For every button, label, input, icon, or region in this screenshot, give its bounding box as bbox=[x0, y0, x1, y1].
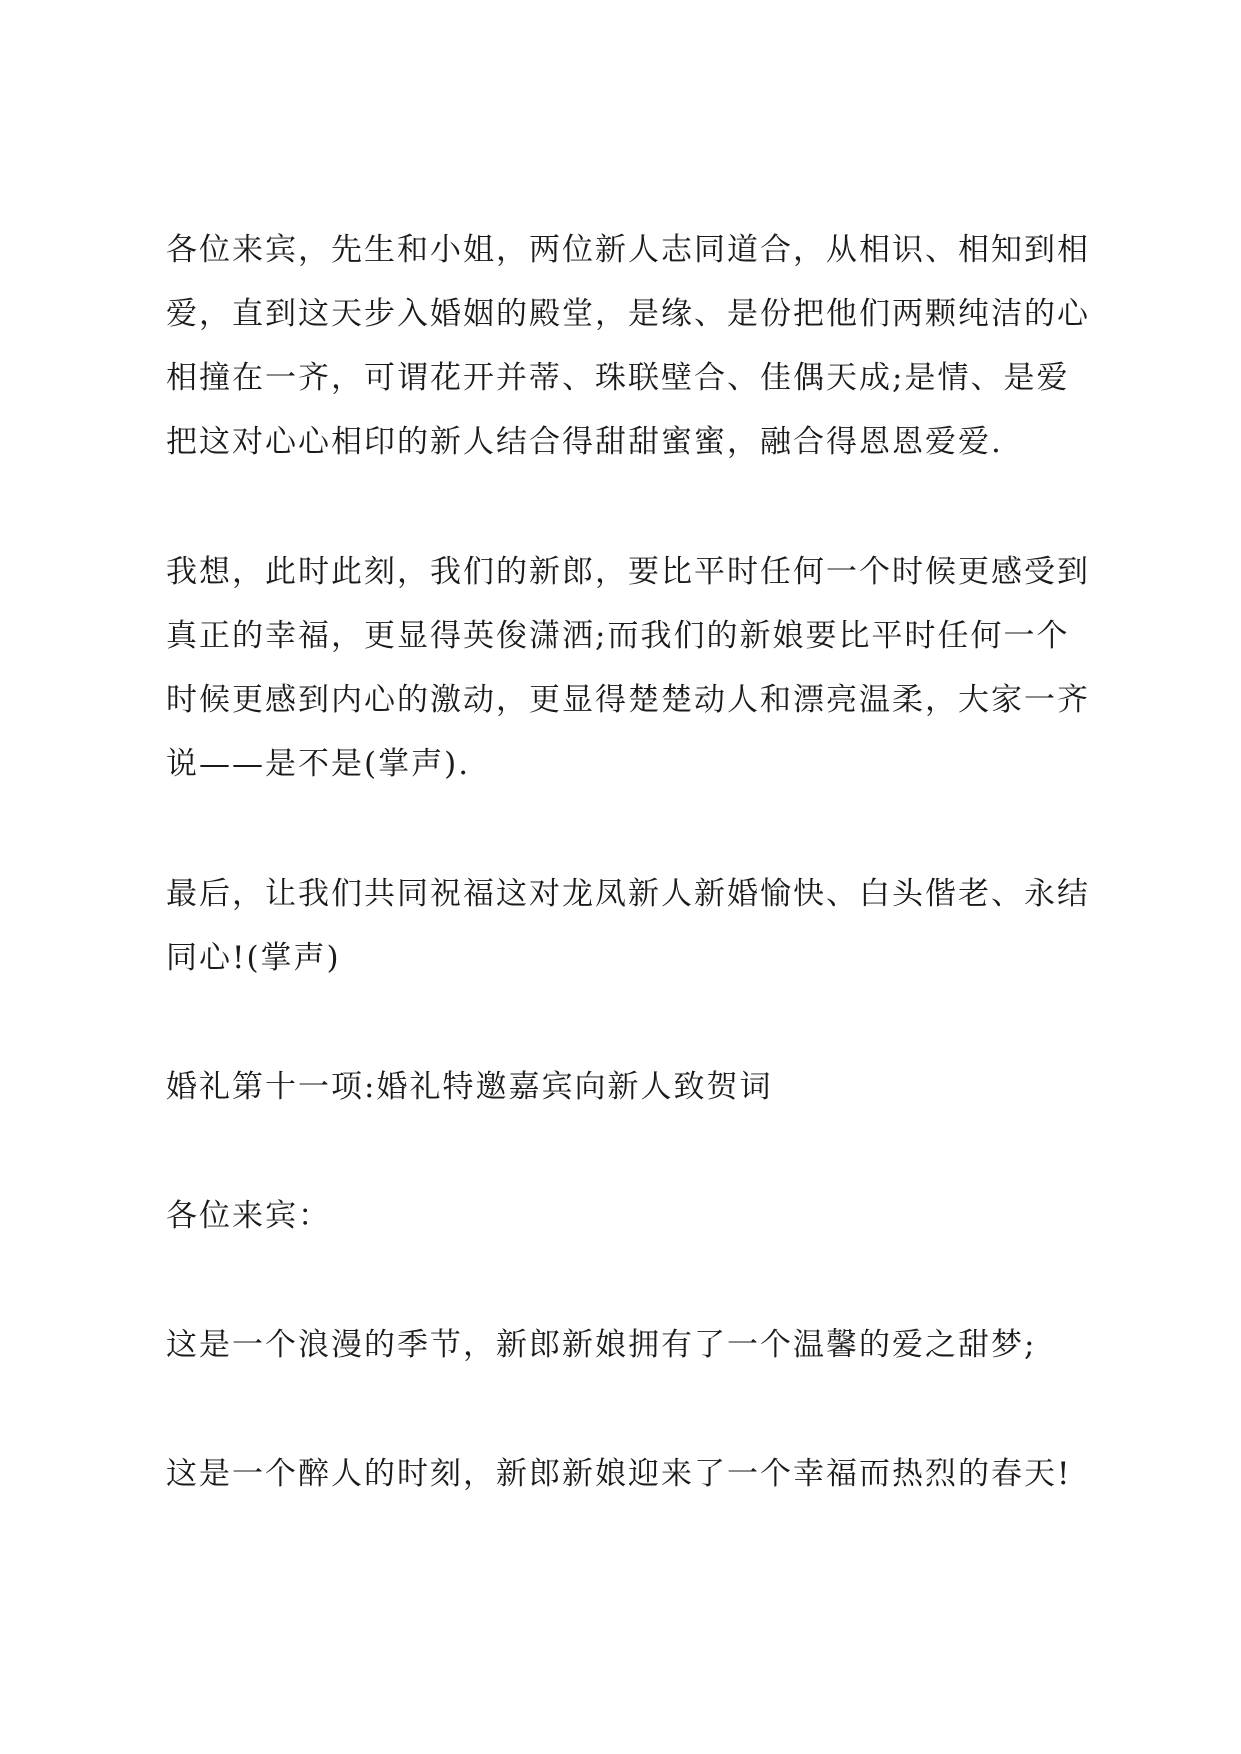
text-line: 各位来宾： bbox=[166, 1198, 331, 1234]
paragraph-groom-bride bbox=[166, 540, 1096, 796]
text-line: 这是一个浪漫的季节，新郎新娘拥有了一个温馨的爱之甜梦; bbox=[166, 1327, 1037, 1363]
text-line: 我想，此时此刻，我们的新郎，要比平时任何一个时候更感受到 bbox=[166, 554, 1090, 590]
text-line: 时候更感到内心的激动，更显得楚楚动人和漂亮温柔，大家一齐 bbox=[166, 682, 1090, 718]
text-line: 爱，直到这天步入婚姻的殿堂，是缘、是份把他们两颗纯洁的心 bbox=[166, 296, 1090, 332]
paragraph-salutation bbox=[166, 1184, 1096, 1248]
paragraph-romantic-season bbox=[166, 1313, 1096, 1377]
text-line: 各位来宾，先生和小姐，两位新人志同道合，从相识、相知到相 bbox=[166, 232, 1090, 268]
paragraph-final-blessing bbox=[166, 862, 1096, 990]
text-line: 婚礼第十一项:婚礼特邀嘉宾向新人致贺词 bbox=[166, 1069, 773, 1105]
paragraph-welcome-couple bbox=[166, 218, 1096, 474]
text-line: 把这对心心相印的新人结合得甜甜蜜蜜，融合得恩恩爱爱. bbox=[166, 424, 1003, 460]
text-line: 说——是不是(掌声). bbox=[166, 746, 471, 782]
text-line: 最后，让我们共同祝福这对龙凤新人新婚愉快、白头偕老、永结 bbox=[166, 876, 1090, 912]
paragraph-intoxicating-moment bbox=[166, 1442, 1096, 1506]
section-heading bbox=[166, 1055, 1096, 1119]
text-line: 相撞在一齐，可谓花开并蒂、珠联壁合、佳偶天成;是情、是爱 bbox=[166, 360, 1070, 396]
text-line: 这是一个醉人的时刻，新郎新娘迎来了一个幸福而热烈的春天! bbox=[166, 1456, 1072, 1492]
text-line: 真正的幸福，更显得英俊潇洒;而我们的新娘要比平时任何一个 bbox=[166, 618, 1070, 654]
text-line: 同心!(掌声) bbox=[166, 940, 341, 976]
